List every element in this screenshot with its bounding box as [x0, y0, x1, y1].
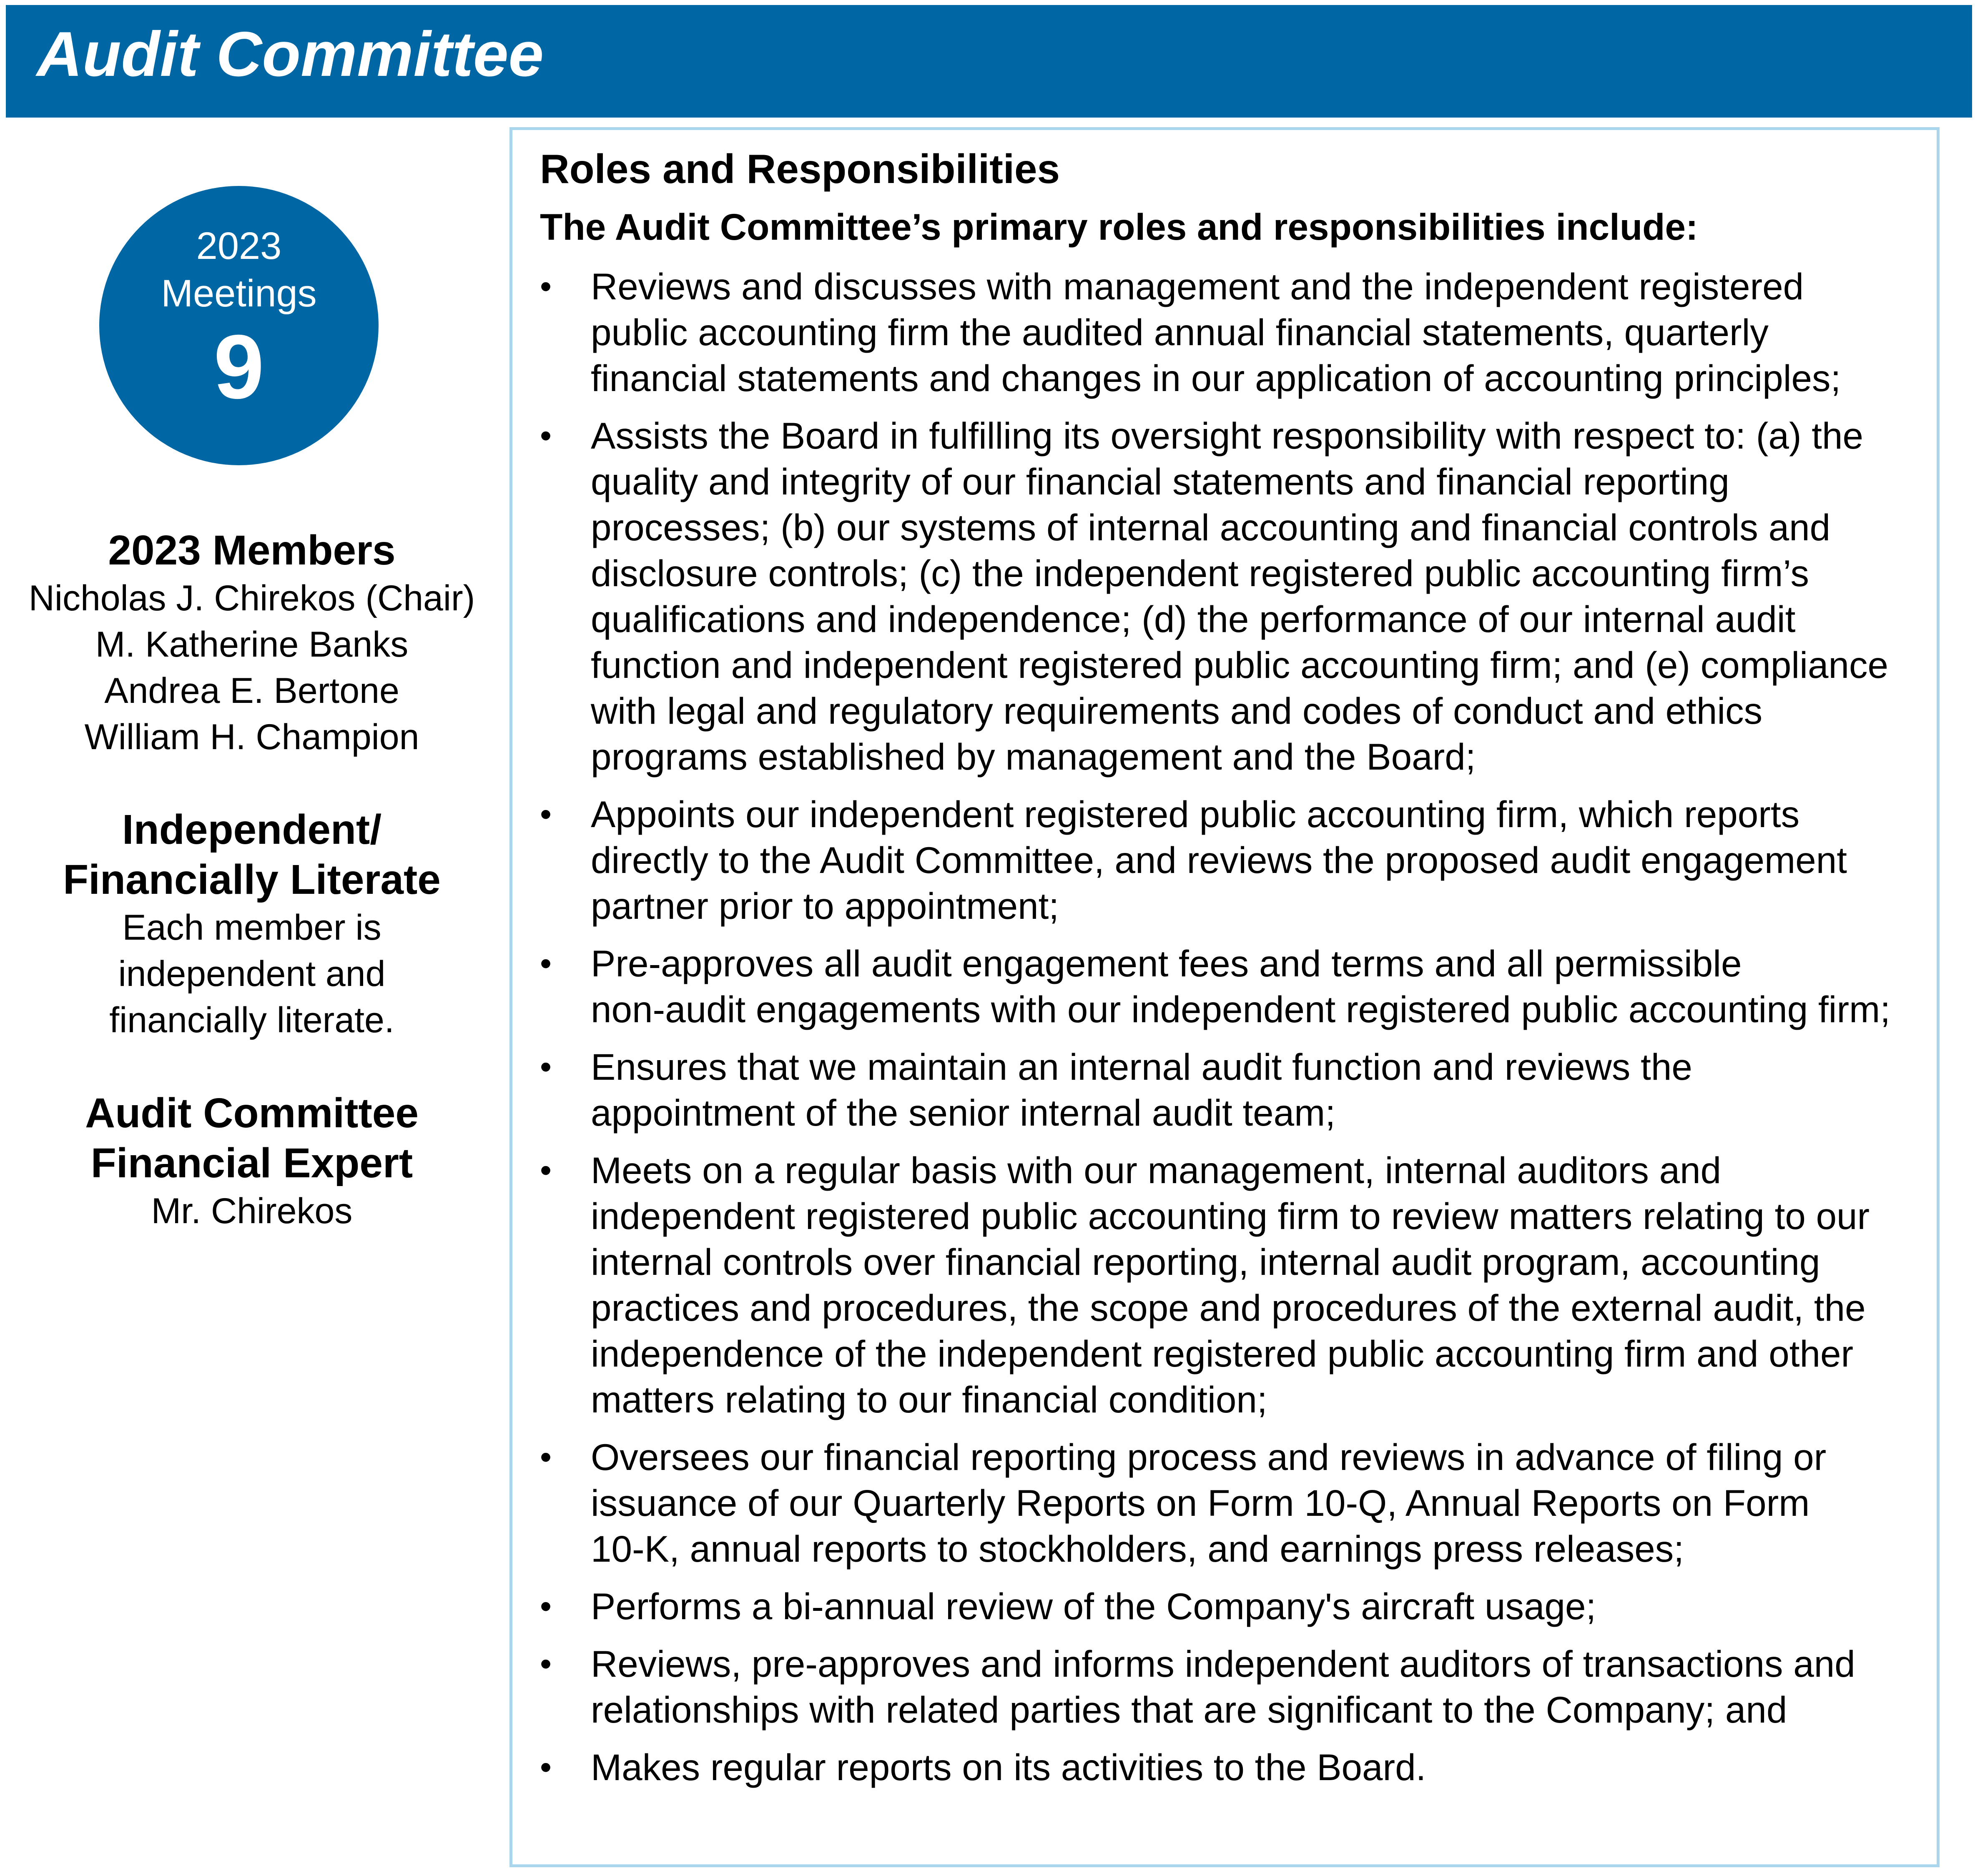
financial-expert-section — [6, 1088, 498, 1234]
list-item — [540, 1044, 1916, 1136]
bullet-icon: • — [540, 417, 552, 454]
meetings-label: Meetings — [161, 272, 317, 315]
list-item — [540, 791, 1916, 929]
bullet-icon: • — [540, 1748, 552, 1786]
list-item-text: Performs a bi-annual review of the Company's aircraft usage; — [591, 1585, 1596, 1627]
list-item-text: independence of the independent registered public accounting firm and other — [591, 1333, 1854, 1374]
bullet-icon: • — [540, 1588, 552, 1625]
list-item-text: financial statements and changes in our application of accounting principles; — [591, 357, 1841, 399]
list-item — [540, 413, 1916, 780]
list-item-text: Assists the Board in fulfilling its oversight responsibility with respect to: (a) the — [591, 415, 1864, 456]
list-item-text: partner prior to appointment; — [591, 885, 1059, 927]
list-item-text: issuance of our Quarterly Reports on Form 10-Q, Annual Reports on Form — [591, 1482, 1810, 1524]
list-item — [540, 263, 1916, 401]
list-item-text: Ensures that we maintain an internal audit function and reviews the — [591, 1046, 1692, 1088]
independence-section — [6, 805, 498, 1043]
list-item — [540, 1744, 1916, 1790]
member-name: Nicholas J. Chirekos (Chair) — [28, 578, 475, 618]
list-item-text: disclosure controls; (c) the independent registered public accounting firm’s — [591, 552, 1809, 594]
roles-heading: Roles and Responsibilities — [540, 146, 1060, 192]
bullet-icon: • — [540, 268, 552, 305]
list-item — [540, 941, 1916, 1032]
list-item-text: with legal and regulatory requirements and codes of conduct and ethics — [591, 690, 1763, 732]
bullet-icon: • — [540, 1438, 552, 1475]
committee-sidebar — [6, 138, 498, 1388]
bullet-icon: • — [540, 795, 552, 833]
meetings-year: 2023 — [196, 225, 282, 267]
list-item-text: Pre-approves all audit engagement fees and terms and all permissible — [591, 943, 1742, 984]
member-name: William H. Champion — [84, 717, 419, 757]
list-item-text: Meets on a regular basis with our management, internal auditors and — [591, 1149, 1722, 1191]
financial-expert-heading: Financial Expert — [90, 1140, 413, 1186]
roles-intro: The Audit Committee’s primary roles and responsibilities include: — [540, 206, 1698, 248]
list-item-text: non-audit engagements with our independent registered public accounting firm; — [591, 988, 1890, 1030]
roles-list — [540, 263, 1916, 1802]
list-item-text: programs established by management and the Board; — [591, 736, 1476, 777]
meetings-badge — [99, 186, 379, 465]
independence-heading: Independent/ — [122, 806, 382, 853]
list-item — [540, 1583, 1916, 1629]
member-name: Andrea E. Bertone — [104, 671, 399, 711]
list-item — [540, 1147, 1916, 1422]
list-item-text: function and independent registered public accounting firm; and (e) compliance — [591, 644, 1888, 686]
list-item-text: practices and procedures, the scope and procedures of the external audit, the — [591, 1287, 1866, 1329]
financial-expert-heading: Audit Committee — [85, 1090, 419, 1136]
list-item-text: matters relating to our financial condition; — [591, 1379, 1267, 1420]
list-item-text: internal controls over financial reporting, internal audit program, accounting — [591, 1241, 1820, 1283]
list-item-text: public accounting firm the audited annual financial statements, quarterly — [591, 311, 1769, 353]
independence-text: Each member is — [122, 908, 381, 948]
independence-text: financially literate. — [109, 1000, 394, 1040]
list-item-text: Makes regular reports on its activities to the Board. — [591, 1746, 1426, 1788]
list-item-text: Reviews, pre-approves and informs independent auditors of transactions and — [591, 1643, 1855, 1685]
financial-expert-name: Mr. Chirekos — [151, 1191, 353, 1231]
independence-text: independent and — [118, 954, 386, 994]
members-heading: 2023 Members — [108, 527, 396, 574]
list-item — [540, 1641, 1916, 1733]
member-name: M. Katherine Banks — [95, 624, 409, 665]
bullet-icon: • — [540, 1048, 552, 1085]
roles-panel — [509, 127, 1940, 1867]
header-bar — [6, 5, 1972, 118]
bullet-icon: • — [540, 1151, 552, 1189]
list-item-text: Oversees our financial reporting process and reviews in advance of filing or — [591, 1436, 1827, 1478]
list-item-text: quality and integrity of our financial statements and financial reporting — [591, 461, 1729, 502]
list-item-text: relationships with related parties that are significant to the Company; and — [591, 1689, 1787, 1731]
list-item-text: Reviews and discusses with management and the independent registered — [591, 266, 1804, 307]
list-item-text: processes; (b) our systems of internal accounting and financial controls and — [591, 507, 1831, 548]
list-item-text: 10-K, annual reports to stockholders, and earnings press releases; — [591, 1528, 1684, 1570]
page-title: Audit Committee — [37, 19, 544, 90]
list-item-text: Appoints our independent registered public accounting firm, which reports — [591, 793, 1800, 835]
meetings-count: 9 — [213, 316, 264, 418]
members-section — [6, 525, 498, 760]
independence-heading: Financially Literate — [63, 856, 441, 903]
list-item-text: independent registered public accounting firm to review matters relating to our — [591, 1195, 1870, 1237]
bullet-icon: • — [540, 945, 552, 982]
bullet-icon: • — [540, 1645, 552, 1682]
list-item — [540, 1434, 1916, 1572]
list-item-text: qualifications and independence; (d) the performance of our internal audit — [591, 598, 1796, 640]
list-item-text: appointment of the senior internal audit team; — [591, 1092, 1336, 1134]
list-item-text: directly to the Audit Committee, and reviews the proposed audit engagement — [591, 839, 1847, 881]
